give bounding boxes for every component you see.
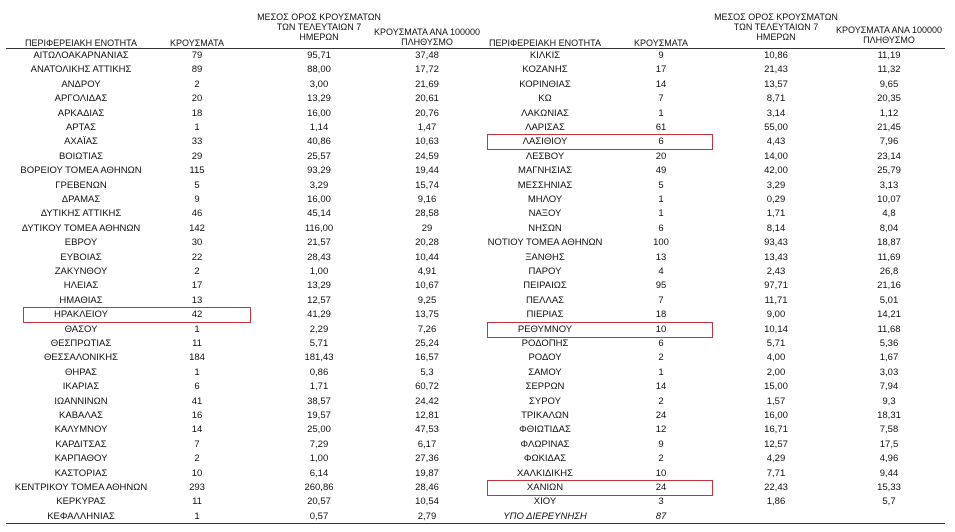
- per100k-cell: 15,74: [415, 179, 439, 191]
- header-avg-line1: ΜΕΣΟΣ ΟΡΟΣ ΚΡΟΥΣΜΑΤΩΝ: [257, 12, 381, 22]
- highlight-box: [487, 134, 713, 150]
- cases-cell: 6: [194, 381, 200, 393]
- region-cell: ΑΡΚΑΔΙΑΣ: [57, 107, 105, 119]
- cases-cell: 13: [191, 294, 203, 306]
- avg-cases-cell: 4,43: [766, 136, 786, 148]
- avg-cases-cell: 13,29: [307, 280, 331, 292]
- per100k-cell: 18,87: [877, 237, 901, 249]
- cases-cell: 1: [658, 208, 664, 220]
- avg-cases-cell: 10,14: [764, 323, 788, 335]
- per100k-cell: 20,35: [877, 93, 901, 105]
- per100k-cell: 2,79: [417, 510, 437, 522]
- avg-cases-cell: 16,00: [764, 410, 788, 421]
- cases-cell: 12: [655, 424, 667, 436]
- region-cell: ΚΙΛΚΙΣ: [529, 50, 561, 61]
- region-cell: ΑΝΑΤΟΛΙΚΗΣ ΑΤΤΙΚΗΣ: [30, 64, 132, 76]
- highlight-box: [487, 322, 713, 338]
- per100k-cell: 18,31: [877, 410, 901, 421]
- avg-cases-cell: 88,00: [307, 64, 331, 76]
- region-cell: ΠΕΛΛΑΣ: [525, 294, 565, 306]
- per100k-cell: 19,44: [415, 165, 439, 177]
- header-avg-left: [257, 12, 381, 42]
- region-cell: ΛΕΣΒΟΥ: [525, 150, 565, 162]
- region-cell: ΦΛΩΡΙΝΑΣ: [520, 438, 570, 450]
- avg-cases-cell: 7,29: [309, 438, 329, 450]
- avg-cases-cell: 25,00: [307, 424, 331, 436]
- region-cell: ΚΕΡΚΥΡΑΣ: [56, 496, 106, 508]
- cases-cell: 24: [655, 482, 667, 493]
- avg-cases-cell: 2,29: [309, 323, 329, 335]
- cases-cell: 16: [191, 410, 203, 421]
- avg-cases-cell: 3,29: [309, 179, 329, 191]
- avg-cases-cell: 1,86: [766, 496, 786, 508]
- region-cell: ΚΑΒΑΛΑΣ: [59, 410, 103, 421]
- region-cell: ΔΡΑΜΑΣ: [61, 194, 101, 205]
- avg-cases-cell: 4,29: [766, 453, 786, 465]
- region-cell: ΒΟΙΩΤΙΑΣ: [58, 150, 104, 162]
- per100k-cell: 7,58: [879, 424, 899, 436]
- region-cell: ΚΑΛΥΜΝΟΥ: [54, 424, 108, 436]
- region-cell: ΝΗΣΩΝ: [528, 222, 562, 234]
- avg-cases-cell: 16,00: [307, 194, 331, 205]
- header-cases-right: ΚΡΟΥΣΜΑΤΑ: [634, 38, 688, 48]
- region-cell: ΣΥΡΟΥ: [529, 395, 561, 407]
- per100k-cell: 17,5: [879, 438, 899, 450]
- per100k-cell: 8,04: [879, 222, 899, 234]
- per100k-cell: 16,57: [415, 352, 439, 364]
- cases-cell: 42: [191, 309, 203, 321]
- header-region-right: ΠΕΡΙΦΕΡΕΙΑΚΗ ΕΝΟΤΗΤΑ: [488, 38, 602, 48]
- cases-cell: 87: [655, 510, 667, 522]
- per100k-cell: 24,59: [415, 150, 439, 162]
- per100k-cell: 20,76: [415, 107, 439, 119]
- region-cell: ΛΑΡΙΣΑΣ: [525, 122, 565, 133]
- header-avg-line1: ΜΕΣΟΣ ΟΡΟΣ ΚΡΟΥΣΜΑΤΩΝ: [714, 12, 838, 22]
- per100k-cell: 4,91: [417, 266, 437, 277]
- cases-cell: 6: [658, 338, 664, 349]
- avg-cases-cell: 93,43: [764, 237, 788, 249]
- region-cell: ΚΕΝΤΡΙΚΟΥ ΤΟΜΕΑ ΑΘΗΝΩΝ: [14, 482, 148, 493]
- cases-cell: 14: [655, 381, 667, 393]
- per100k-cell: 19,87: [415, 467, 439, 479]
- highlight-box: [487, 480, 713, 496]
- region-cell: ΚΑΡΔΙΤΣΑΣ: [55, 438, 107, 450]
- region-cell: ΧΑΛΚΙΔΙΚΗΣ: [516, 467, 574, 479]
- avg-cases-cell: 7,71: [766, 467, 786, 479]
- avg-cases-cell: 8,14: [766, 222, 786, 234]
- region-cell: ΑΙΤΩΛΟΑΚΑΡΝΑΝΙΑΣ: [33, 50, 129, 61]
- header-avg-line2: ΤΩΝ ΤΕΛΕΥΤΑΙΩΝ 7: [276, 22, 362, 32]
- cases-cell: 11: [192, 338, 202, 349]
- header-per100k-line2: ΠΛΗΘΥΣΜΟ: [863, 35, 915, 45]
- region-cell: ΕΒΡΟΥ: [64, 237, 98, 249]
- cases-cell: 2: [658, 352, 664, 364]
- cases-cell: 89: [191, 64, 203, 76]
- avg-cases-cell: 13,57: [764, 78, 788, 90]
- per100k-cell: 9,3: [882, 395, 896, 407]
- header-avg-line3: ΗΜΕΡΩΝ: [299, 32, 339, 42]
- cases-cell: 6: [658, 136, 664, 148]
- cases-cell: 2: [194, 453, 200, 465]
- cases-cell: 10: [191, 467, 203, 479]
- region-cell: ΘΕΣΣΑΛΟΝΙΚΗΣ: [44, 352, 118, 364]
- region-cell: ΣΑΜΟΥ: [528, 366, 562, 378]
- per100k-cell: 11,32: [877, 64, 901, 76]
- per100k-cell: 9,25: [417, 294, 437, 306]
- cases-cell: 17: [191, 280, 203, 292]
- cases-cell: 18: [655, 309, 667, 321]
- cases-cell: 1: [658, 366, 664, 378]
- avg-cases-cell: 1,71: [309, 381, 329, 393]
- cases-cell: 5: [194, 179, 200, 191]
- avg-cases-cell: 8,71: [766, 93, 786, 105]
- avg-cases-cell: 22,43: [764, 482, 788, 493]
- cases-cell: 4: [658, 266, 664, 277]
- avg-cases-cell: 11,71: [764, 294, 788, 306]
- per100k-cell: 3,13: [879, 179, 899, 191]
- region-cell: ΗΜΑΘΙΑΣ: [59, 294, 103, 306]
- per100k-cell: 5,3: [420, 366, 434, 378]
- per100k-cell: 10,07: [877, 194, 901, 205]
- header-per100k-line1: ΚΡΟΥΣΜΑΤΑ ΑΝΑ 100000: [374, 27, 480, 37]
- region-cell: ΚΕΦΑΛΛΗΝΙΑΣ: [47, 510, 115, 522]
- cases-cell: 1: [658, 107, 664, 119]
- header-cases-left: ΚΡΟΥΣΜΑΤΑ: [170, 38, 224, 48]
- avg-cases-cell: 9,00: [766, 309, 786, 321]
- per100k-cell: 21,69: [415, 78, 439, 90]
- cases-cell: 20: [191, 93, 203, 105]
- avg-cases-cell: 1,71: [766, 208, 786, 220]
- cases-cell: 49: [655, 165, 667, 177]
- region-cell: ΑΡΓΟΛΙΔΑΣ: [54, 93, 108, 105]
- per100k-cell: 4,96: [879, 453, 899, 465]
- per100k-cell: 1,47: [417, 122, 437, 133]
- per100k-cell: 20,28: [415, 237, 439, 249]
- per100k-cell: 6,17: [417, 438, 437, 450]
- avg-cases-cell: 25,57: [307, 150, 331, 162]
- cases-cell: 46: [191, 208, 203, 220]
- cases-cell: 1: [194, 366, 200, 378]
- per100k-cell: 7,26: [417, 323, 437, 335]
- per100k-cell: 11,19: [877, 50, 901, 61]
- per100k-cell: 5,7: [882, 496, 896, 508]
- avg-cases-cell: 4,00: [766, 352, 786, 364]
- region-cell: ΥΠΟ ΔΙΕΡΕΥΝΗΣΗ: [503, 510, 587, 522]
- avg-cases-cell: 5,71: [766, 338, 786, 349]
- header-region-left: ΠΕΡΙΦΕΡΕΙΑΚΗ ΕΝΟΤΗΤΑ: [24, 38, 138, 48]
- per100k-cell: 17,72: [415, 64, 439, 76]
- region-cell: ΘΗΡΑΣ: [64, 366, 98, 378]
- cases-cell: 30: [191, 237, 203, 249]
- avg-cases-cell: 0,86: [309, 366, 329, 378]
- avg-cases-cell: 116,00: [304, 222, 334, 234]
- region-cell: ΤΡΙΚΑΛΩΝ: [521, 410, 569, 421]
- per100k-cell: 13,75: [415, 309, 439, 321]
- cases-cell: 2: [194, 266, 200, 277]
- cases-cell: 9: [658, 438, 664, 450]
- avg-cases-cell: 28,43: [307, 251, 331, 263]
- per100k-cell: 15,33: [877, 482, 901, 493]
- avg-cases-cell: 20,57: [307, 496, 331, 508]
- cases-cell: 10: [655, 323, 667, 335]
- per100k-cell: 11,68: [877, 323, 901, 335]
- highlight-box: [23, 307, 251, 323]
- cases-cell: 95: [655, 280, 667, 292]
- region-cell: ΜΕΣΣΗΝΙΑΣ: [517, 179, 573, 191]
- per100k-cell: 7,94: [879, 381, 899, 393]
- per100k-cell: 1,12: [879, 107, 899, 119]
- per100k-cell: 10,44: [415, 251, 439, 263]
- avg-cases-cell: 0,29: [766, 194, 786, 205]
- region-cell: ΛΑΚΩΝΙΑΣ: [521, 107, 569, 119]
- region-cell: ΓΡΕΒΕΝΩΝ: [55, 179, 107, 191]
- region-cell: ΙΚΑΡΙΑΣ: [62, 381, 100, 393]
- cases-cell: 293: [189, 482, 205, 493]
- avg-cases-cell: 95,71: [307, 50, 331, 61]
- avg-cases-cell: 260,86: [304, 482, 334, 493]
- region-cell: ΑΡΤΑΣ: [66, 122, 96, 133]
- header-avg-line2: ΤΩΝ ΤΕΛΕΥΤΑΙΩΝ 7: [733, 22, 819, 32]
- avg-cases-cell: 45,14: [307, 208, 331, 220]
- region-cell: ΧΙΟΥ: [533, 496, 557, 508]
- cases-cell: 5: [658, 179, 664, 191]
- header-avg-right: [714, 12, 838, 42]
- region-cell: ΔΥΤΙΚΗΣ ΑΤΤΙΚΗΣ: [40, 208, 122, 220]
- region-cell: ΛΑΣΙΘΙΟΥ: [522, 136, 568, 148]
- per100k-cell: 10,63: [415, 136, 439, 148]
- region-cell: ΡΟΔΟΥ: [528, 352, 562, 364]
- region-cell: ΠΑΡΟΥ: [528, 266, 562, 277]
- cases-cell: 9: [194, 194, 200, 205]
- per100k-cell: 20,61: [415, 93, 439, 105]
- cases-cell: 18: [191, 107, 203, 119]
- cases-cell: 10: [655, 467, 667, 479]
- avg-cases-cell: 10,86: [764, 50, 788, 61]
- avg-cases-cell: 19,57: [307, 410, 331, 421]
- region-cell: ΒΟΡΕΙΟΥ ΤΟΜΕΑ ΑΘΗΝΩΝ: [20, 165, 142, 177]
- per100k-cell: 10,67: [415, 280, 439, 292]
- region-cell: ΡΟΔΟΠΗΣ: [521, 338, 569, 349]
- region-cell: ΧΑΝΙΩΝ: [526, 482, 564, 493]
- footer-rule: [6, 523, 945, 524]
- avg-cases-cell: 181,43: [304, 352, 334, 364]
- per100k-cell: 7,96: [879, 136, 899, 148]
- header-per100k-left: [374, 27, 480, 47]
- region-cell: ΚΑΣΤΟΡΙΑΣ: [54, 467, 108, 479]
- cases-cell: 9: [658, 50, 664, 61]
- cases-cell: 24: [655, 410, 667, 421]
- cases-cell: 7: [658, 93, 664, 105]
- per100k-cell: 25,24: [415, 338, 439, 349]
- per100k-cell: 25,79: [877, 165, 901, 177]
- region-cell: ΠΕΙΡΑΙΩΣ: [523, 280, 567, 292]
- region-cell: ΦΘΙΩΤΙΔΑΣ: [519, 424, 571, 436]
- cases-cell: 61: [655, 122, 667, 133]
- avg-cases-cell: 14,00: [764, 150, 788, 162]
- region-cell: ΗΡΑΚΛΕΙΟΥ: [54, 309, 108, 321]
- cases-cell: 184: [189, 352, 205, 364]
- region-cell: ΔΥΤΙΚΟΥ ΤΟΜΕΑ ΑΘΗΝΩΝ: [21, 222, 141, 234]
- cases-cell: 17: [655, 64, 667, 76]
- per100k-cell: 12,81: [415, 410, 439, 421]
- per100k-cell: 29: [421, 222, 433, 234]
- region-cell: ΝΑΞΟΥ: [528, 208, 562, 220]
- per100k-cell: 23,14: [877, 150, 901, 162]
- header-per100k-line2: ΠΛΗΘΥΣΜΟ: [401, 37, 453, 47]
- avg-cases-cell: 21,43: [764, 64, 788, 76]
- avg-cases-cell: 3,00: [309, 78, 329, 90]
- per100k-cell: 47,53: [415, 424, 439, 436]
- region-cell: ΚΟΡΙΝΘΙΑΣ: [519, 78, 571, 90]
- avg-cases-cell: 16,00: [307, 107, 331, 119]
- avg-cases-cell: 12,57: [307, 294, 331, 306]
- avg-cases-cell: 2,43: [766, 266, 786, 277]
- region-cell: ΚΩ: [538, 93, 552, 105]
- header-per100k-line1: ΚΡΟΥΣΜΑΤΑ ΑΝΑ 100000: [836, 25, 942, 35]
- avg-cases-cell: 42,00: [764, 165, 788, 177]
- per100k-cell: 1,67: [879, 352, 899, 364]
- avg-cases-cell: 55,00: [764, 122, 788, 133]
- region-cell: ΞΑΝΘΗΣ: [525, 251, 565, 263]
- cases-cell: 7: [194, 438, 200, 450]
- per100k-cell: 9,44: [879, 467, 899, 479]
- avg-cases-cell: 13,29: [307, 93, 331, 105]
- avg-cases-cell: 0,57: [309, 510, 329, 522]
- cases-cell: 14: [191, 424, 203, 436]
- region-cell: ΑΝΔΡΟΥ: [61, 78, 101, 90]
- per100k-cell: 9,16: [417, 194, 437, 205]
- per100k-cell: 37,48: [415, 50, 439, 61]
- region-cell: ΠΙΕΡΙΑΣ: [526, 309, 564, 321]
- per100k-cell: 21,16: [877, 280, 901, 292]
- avg-cases-cell: 1,00: [309, 453, 329, 465]
- cases-cell: 1: [194, 510, 200, 522]
- region-cell: ΙΩΑΝΝΙΝΩΝ: [54, 395, 108, 407]
- region-cell: ΡΕΘΥΜΝΟΥ: [517, 323, 573, 335]
- avg-cases-cell: 6,14: [309, 467, 329, 479]
- per100k-cell: 14,21: [877, 309, 901, 321]
- per100k-cell: 9,65: [879, 78, 899, 90]
- per100k-cell: 11,69: [877, 251, 901, 263]
- cases-cell: 29: [191, 150, 203, 162]
- region-cell: ΘΑΣΟΥ: [64, 323, 98, 335]
- per100k-cell: 26,8: [879, 266, 899, 277]
- avg-cases-cell: 3,29: [766, 179, 786, 191]
- region-cell: ΚΑΡΠΑΘΟΥ: [54, 453, 108, 465]
- per100k-cell: 10,54: [415, 496, 439, 508]
- header-per100k-right: [836, 25, 942, 45]
- per100k-cell: 28,58: [415, 208, 439, 220]
- avg-cases-cell: 1,57: [766, 395, 786, 407]
- avg-cases-cell: 1,00: [309, 266, 329, 277]
- region-cell: ΚΟΖΑΝΗΣ: [522, 64, 568, 76]
- avg-cases-cell: 21,57: [307, 237, 331, 249]
- cases-cell: 7: [658, 294, 664, 306]
- cases-cell: 142: [189, 222, 205, 234]
- region-cell: ΕΥΒΟΙΑΣ: [60, 251, 102, 263]
- cases-cell: 6: [658, 222, 664, 234]
- per100k-cell: 21,45: [877, 122, 901, 133]
- avg-cases-cell: 2,00: [766, 366, 786, 378]
- cases-cell: 2: [658, 395, 664, 407]
- avg-cases-cell: 12,57: [764, 438, 788, 450]
- per100k-cell: 5,36: [879, 338, 899, 349]
- cases-cell: 41: [191, 395, 203, 407]
- region-cell: ΜΑΓΝΗΣΙΑΣ: [518, 165, 572, 177]
- per100k-cell: 5,01: [879, 294, 899, 306]
- avg-cases-cell: 93,29: [307, 165, 331, 177]
- cases-cell: 3: [658, 496, 664, 508]
- region-cell: ΗΛΕΙΑΣ: [63, 280, 99, 292]
- region-cell: ΣΕΡΡΩΝ: [525, 381, 565, 393]
- avg-cases-cell: 41,29: [307, 309, 331, 321]
- avg-cases-cell: 38,57: [307, 395, 331, 407]
- region-cell: ΖΑΚΥΝΘΟΥ: [54, 266, 108, 277]
- per100k-cell: 24,42: [415, 395, 439, 407]
- region-cell: ΘΕΣΠΡΩΤΙΑΣ: [50, 338, 112, 349]
- header-avg-line3: ΗΜΕΡΩΝ: [756, 32, 796, 42]
- cases-cell: 1: [194, 122, 200, 133]
- cases-cell: 22: [191, 251, 203, 263]
- cases-cell: 11: [192, 496, 202, 508]
- avg-cases-cell: 3,14: [766, 107, 786, 119]
- region-cell: ΜΗΛΟΥ: [527, 194, 563, 205]
- avg-cases-cell: 16,71: [764, 424, 788, 436]
- per100k-cell: 4,8: [882, 208, 896, 220]
- cases-cell: 13: [655, 251, 667, 263]
- region-cell: ΦΩΚΙΔΑΣ: [523, 453, 567, 465]
- per100k-cell: 28,46: [415, 482, 439, 493]
- cases-cell: 20: [655, 150, 667, 162]
- avg-cases-cell: 5,71: [309, 338, 329, 349]
- avg-cases-cell: 40,86: [307, 136, 331, 148]
- avg-cases-cell: 13,43: [764, 251, 788, 263]
- region-cell: ΑΧΑΪΑΣ: [64, 136, 98, 148]
- header-rule: [6, 48, 945, 49]
- cases-cell: 33: [191, 136, 203, 148]
- avg-cases-cell: 1,14: [309, 122, 329, 133]
- cases-cell: 115: [189, 165, 205, 177]
- per100k-cell: 60,72: [415, 381, 439, 393]
- cases-cell: 1: [194, 323, 200, 335]
- cases-cell: 79: [191, 50, 203, 61]
- avg-cases-cell: 15,00: [764, 381, 788, 393]
- cases-cell: 100: [653, 237, 669, 249]
- cases-cell: 14: [655, 78, 667, 90]
- cases-cell: 2: [194, 78, 200, 90]
- cases-cell: 2: [658, 453, 664, 465]
- avg-cases-cell: 97,71: [764, 280, 788, 292]
- region-cell: ΝΟΤΙΟΥ ΤΟΜΕΑ ΑΘΗΝΩΝ: [487, 237, 603, 249]
- per100k-cell: 3,03: [879, 366, 899, 378]
- per100k-cell: 27,36: [415, 453, 439, 465]
- cases-cell: 1: [658, 194, 664, 205]
